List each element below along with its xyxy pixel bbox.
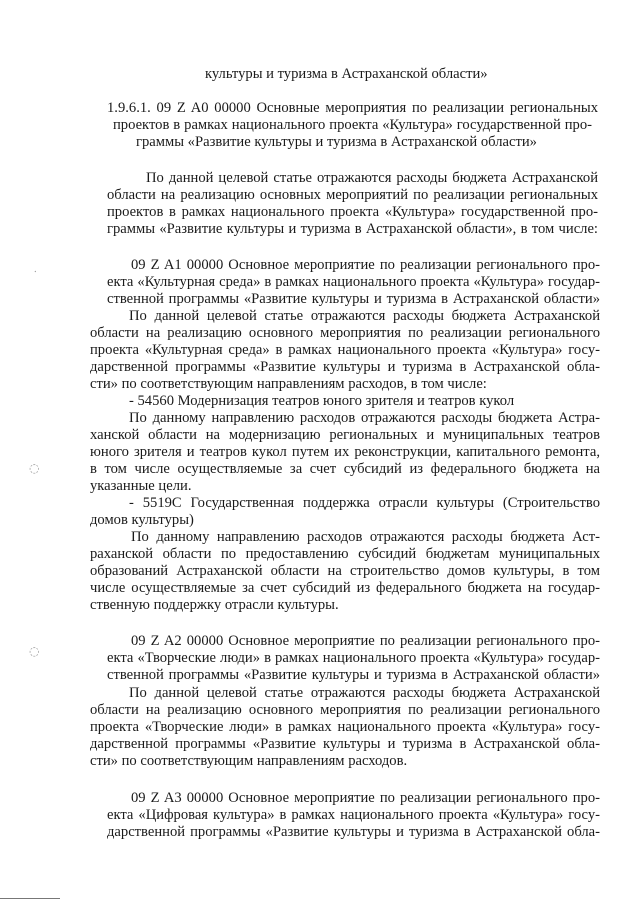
section-heading-line: проектов в рамках национального проекта «Культура» государственной про- (113, 117, 592, 133)
paragraph-line: сти» по соответствующим направлениям расходов. (90, 753, 408, 769)
punch-hole-mark: ◌ (29, 461, 40, 475)
expense-direction-item: - 5519С Государственная поддержка отрасли культуры (Строительство (129, 495, 600, 511)
paragraph-line: ханской области на модернизацию региональных и муниципальных театров (90, 427, 600, 443)
section-heading-line: граммы «Развитие культуры и туризма в Астраханской области» (136, 134, 537, 150)
paragraph-line: юного зрителя и театров кукол путем их реконструкции, капитального ремонта, (90, 444, 600, 460)
subsection-heading-line: екта «Культурная среда» в рамках национального проекта «Культура» государ- (107, 274, 600, 290)
paragraph-line: По данной целевой статье отражаются расходы бюджета Астраханской (146, 170, 598, 186)
subsection-heading-line: 09 Z A2 00000 Основное мероприятие по реализации регионального про- (131, 633, 600, 649)
paragraph-line: образований Астраханской области на строительство домов культуры, в том (90, 563, 600, 579)
paragraph-line: области на реализацию основных мероприятий по реализации региональных (107, 187, 598, 203)
expense-direction-item: домов культуры) (90, 512, 194, 528)
subsection-heading-line: екта «Творческие люди» в рамках национального проекта «Культура» государ- (107, 650, 600, 666)
paragraph-line: числе осуществляемые за счет субсидий из федерального бюджета на государ- (90, 580, 600, 596)
paragraph-line: ственную поддержку отрасли культуры. (90, 597, 339, 613)
document-heading-line: культуры и туризма в Астраханской области» (205, 66, 488, 82)
footnote-separator (0, 898, 60, 899)
subsection-heading-line: ственной программы «Развитие культуры и туризма в Астраханской области» (107, 667, 600, 683)
paragraph-line: По данному направлению расходов отражаются расходы бюджета Астра- (129, 410, 600, 426)
subsection-heading-line: екта «Цифровая культура» в рамках национального проекта «Культура» госу- (107, 807, 600, 823)
paragraph-line: дарственной программы «Развитие культуры и туризма в Астраханской обла- (90, 736, 600, 752)
paragraph-line: раханской области по предоставлению субсидий бюджетам муниципальных (90, 546, 600, 562)
paragraph-line: области на реализацию основного мероприятия по реализации регионального (90, 325, 600, 341)
paragraph-line: проекта «Творческие люди» в рамках национального проекта «Культура» госу- (90, 719, 600, 735)
section-heading-line: 1.9.6.1. 09 Z A0 00000 Основные мероприятия по реализации региональных (107, 100, 598, 116)
paragraph-line: По данной целевой статье отражаются расходы бюджета Астраханской (129, 685, 600, 701)
paragraph-line: сти» по соответствующим направлениям расходов, в том числе: (90, 376, 487, 392)
subsection-heading-line: ственной программы «Развитие культуры и туризма в Астраханской области» (107, 291, 600, 307)
paragraph-line: указанные цели. (90, 478, 192, 494)
paragraph-line: проекта «Культурная среда» в рамках национального проекта «Культура» госу- (90, 342, 600, 358)
subsection-heading-line: дарственной программы «Развитие культуры и туризма в Астраханской обла- (107, 824, 600, 840)
punch-hole-mark: ◌ (29, 644, 40, 658)
subsection-heading-line: 09 Z A3 00000 Основное мероприятие по реализации регионального про- (131, 790, 600, 806)
paragraph-line: проектов в рамках национального проекта «Культура» государственной про- (107, 204, 598, 220)
scan-artifact-mark: ⸱ (34, 267, 37, 278)
paragraph-line: По данному направлению расходов отражаются расходы бюджета Аст- (131, 529, 600, 545)
paragraph-line: области на реализацию основного мероприятия по реализации регионального (90, 702, 600, 718)
subsection-heading-line: 09 Z A1 00000 Основное мероприятие по реализации регионального про- (131, 257, 600, 273)
paragraph-line: По данной целевой статье отражаются расходы бюджета Астраханской (129, 308, 600, 324)
paragraph-line: граммы «Развитие культуры и туризма в Астраханской области», в том числе: (107, 221, 598, 237)
paragraph-line: дарственной программы «Развитие культуры и туризма в Астраханской обла- (90, 359, 600, 375)
expense-direction-item: - 54560 Модернизация театров юного зрителя и театров кукол (129, 393, 515, 409)
paragraph-line: в том числе осуществляемые за счет субсидий из федерального бюджета на (90, 461, 600, 477)
